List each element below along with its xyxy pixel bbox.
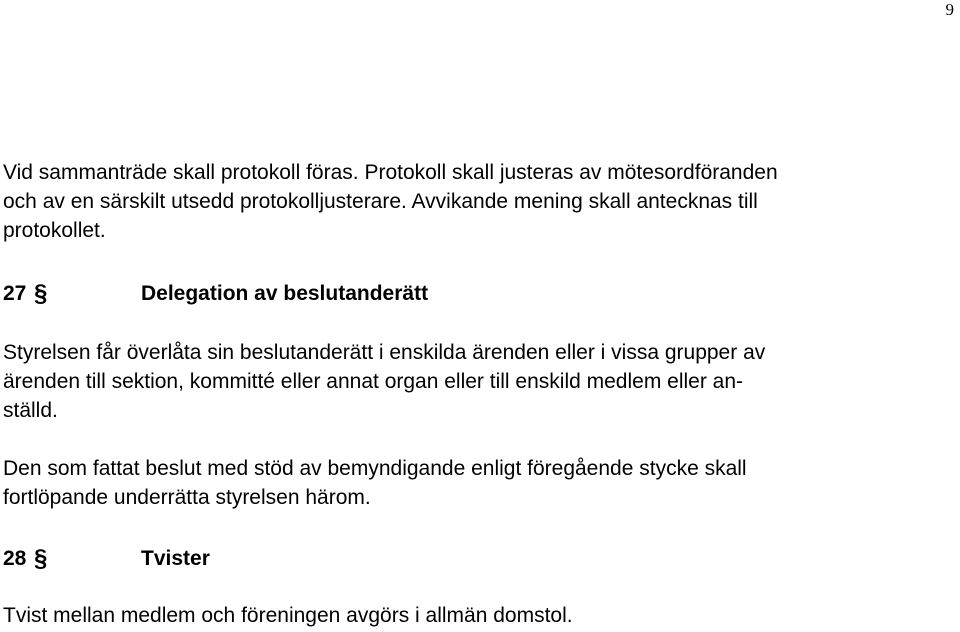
text-line: Tvist mellan medlem och föreningen avgörs i allmän domstol. bbox=[3, 604, 573, 627]
page-number: 9 bbox=[945, 0, 954, 19]
text-line: Den som fattat beslut med stöd av bemyndigande enligt föregående stycke skall bbox=[3, 457, 747, 480]
text-line: ställd. bbox=[3, 399, 58, 422]
text-line: och av en särskilt utsedd protokolljusterare. Avvikande mening skall antecknas till bbox=[3, 190, 758, 213]
paragraph-delegation bbox=[3, 338, 765, 425]
text-line: protokollet. bbox=[3, 219, 106, 242]
text-line: Styrelsen får överlåta sin beslutanderätt i enskilda ärenden eller i vissa grupper av bbox=[3, 341, 766, 364]
paragraph-reporting bbox=[3, 454, 747, 512]
text-line: Vid sammanträde skall protokoll föras. Protokoll skall justeras av mötesordföranden bbox=[3, 161, 778, 184]
paragraph-disputes bbox=[3, 601, 573, 630]
section-symbol: § bbox=[34, 545, 48, 572]
text-line: fortlöpande underrätta styrelsen härom. bbox=[3, 486, 371, 509]
section-symbol: § bbox=[34, 280, 48, 307]
section-title: Delegation av beslutanderätt bbox=[141, 282, 429, 305]
section-title: Tvister bbox=[141, 547, 210, 570]
section-number: 27 bbox=[3, 282, 27, 305]
section-number: 28 bbox=[3, 547, 27, 570]
text-line: ärenden till sektion, kommitté eller annat organ eller till enskild medlem eller an- bbox=[3, 370, 744, 393]
paragraph-protocol bbox=[3, 158, 778, 245]
